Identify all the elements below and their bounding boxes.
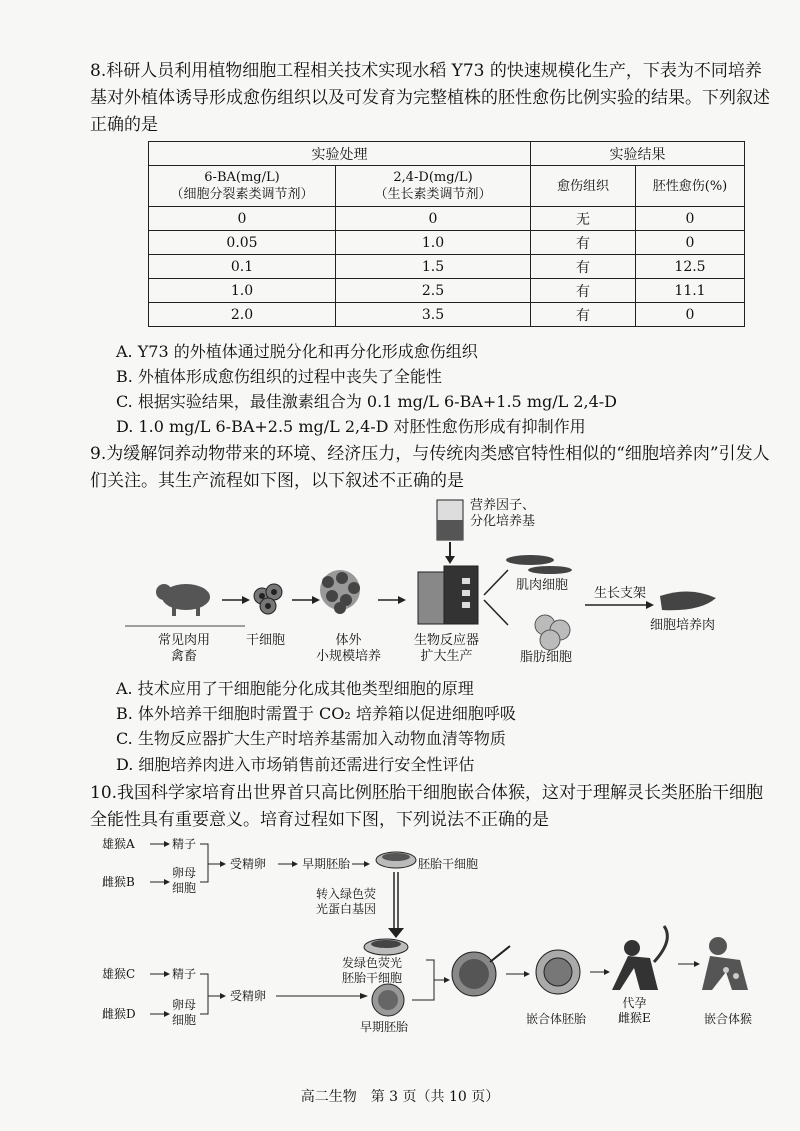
esc-dish-icon	[376, 852, 416, 868]
surrogate-monkey-icon	[612, 926, 667, 990]
table-col-callus: 愈伤组织	[531, 166, 636, 207]
male-a-label: 雄猴A	[102, 837, 135, 851]
egg-label: 卵母 细胞	[172, 866, 197, 895]
q8-option-c: C. 根据实验结果，最佳激素组合为 0.1 mg/L 6-BA+1.5 mg/L 2,4-D	[116, 392, 618, 411]
sperm2-label: 精子	[172, 967, 197, 981]
surrogate-label: 代孕 雌猴E	[618, 996, 651, 1025]
scaffold-label: 生长支架	[594, 586, 647, 601]
table-group-treatment: 实验处理	[149, 142, 531, 166]
q8-option-d: D. 1.0 mg/L 6-BA+2.5 mg/L 2,4-D 对胚性愈伤形成有抑制作用	[116, 417, 586, 436]
chimera-monkey-label: 嵌合体猴	[704, 1012, 753, 1026]
q8-option-b: B. 外植体形成愈伤组织的过程中丧失了全能性	[116, 367, 442, 386]
q9-option-d: D. 细胞培养肉进入市场销售前还需进行安全性评估	[116, 755, 475, 774]
table-row: 0.05 1.0 有 0	[149, 231, 745, 255]
chimera-embryo-label: 嵌合体胚胎	[526, 1012, 587, 1026]
table-row: 0.1 1.5 有 12.5	[149, 255, 745, 279]
table-col-6ba: 6-BA(mg/L) （细胞分裂素类调节剂）	[149, 166, 336, 207]
livestock-label: 常见肉用 禽畜	[158, 633, 211, 664]
gfp-esc-label: 发绿色荧光 胚胎干细胞	[342, 956, 403, 985]
chimera-monkey-icon	[702, 937, 748, 990]
table-row: 2.0 3.5 有 0	[149, 303, 745, 327]
egg2-label: 卵母 细胞	[172, 998, 197, 1027]
table-col-embryogenic: 胚性愈伤(%)	[636, 166, 745, 207]
female-b-label: 雌猴B	[102, 875, 135, 889]
q9-stem: 9.为缓解饲养动物带来的环境、经济压力，与传统肉类感官特性相似的“细胞培养肉”引发人们关注。其生产流程如下图，以下叙述不正确的是	[90, 444, 770, 491]
q8-option-a: A. Y73 的外植体通过脱分化和再分化形成愈伤组织	[116, 342, 478, 361]
table-row: 0 0 无 0	[149, 207, 745, 231]
early-embryo-icon	[372, 984, 404, 1016]
muscle-label: 肌肉细胞	[516, 578, 569, 593]
q9-option-c: C. 生物反应器扩大生产时培养基需加入动物血清等物质	[116, 729, 506, 748]
bioreactor-label: 生物反应器 扩大生产	[414, 633, 480, 664]
male-c-label: 雄猴C	[102, 967, 136, 981]
table-group-result: 实验结果	[531, 142, 745, 166]
small-culture-label: 体外 小规模培养	[316, 633, 382, 664]
female-d-label: 雌猴D	[102, 1007, 136, 1021]
stem-cell-label: 干细胞	[246, 633, 286, 648]
q9-option-a: A. 技术应用了干细胞能分化成其他类型细胞的原理	[116, 679, 474, 698]
q8-stem: 8.科研人员利用植物细胞工程相关技术实现水稻 Y73 的快速规模化生产，下表为不同培养基对外植体诱导形成愈伤组织以及可发育为完整植株的胚性愈伤比例实验的结果。下列叙述正确的是	[90, 61, 770, 135]
page-footer: 高二生物 第 3 页（共 10 页）	[300, 1089, 500, 1105]
table-row: 1.0 2.5 有 11.1	[149, 279, 745, 303]
meat-label: 细胞培养肉	[650, 618, 716, 633]
zygote2-label: 受精卵	[230, 989, 267, 1003]
table-col-24d: 2,4-D(mg/L) （生长素类调节剂）	[336, 166, 531, 207]
q10-stem: 10.我国科学家培育出世界首只高比例胚胎干细胞嵌合体猴，这对于理解灵长类胚胎干细胞全能性具有重要意义。培育过程如下图，下列说法不正确的是	[90, 783, 764, 830]
injection-embryo-icon	[452, 946, 510, 996]
q9-option-b: B. 体外培养干细胞时需置于 CO₂ 培养箱以促进细胞呼吸	[116, 704, 516, 723]
early-embryo-label: 早期胚胎	[302, 857, 351, 871]
transgene-label: 转入绿色荧 光蛋白基因	[316, 887, 377, 916]
gfp-dish-icon	[364, 939, 408, 955]
sperm-label: 精子	[172, 837, 197, 851]
fat-label: 脂肪细胞	[520, 650, 573, 665]
chimera-embryo-icon	[536, 950, 580, 994]
esc-label: 胚胎干细胞	[418, 857, 479, 871]
early-embryo2-label: 早期胚胎	[360, 1020, 409, 1034]
zygote-label: 受精卵	[230, 857, 267, 871]
nutrient-label: 营养因子、 分化培养基	[470, 498, 536, 529]
